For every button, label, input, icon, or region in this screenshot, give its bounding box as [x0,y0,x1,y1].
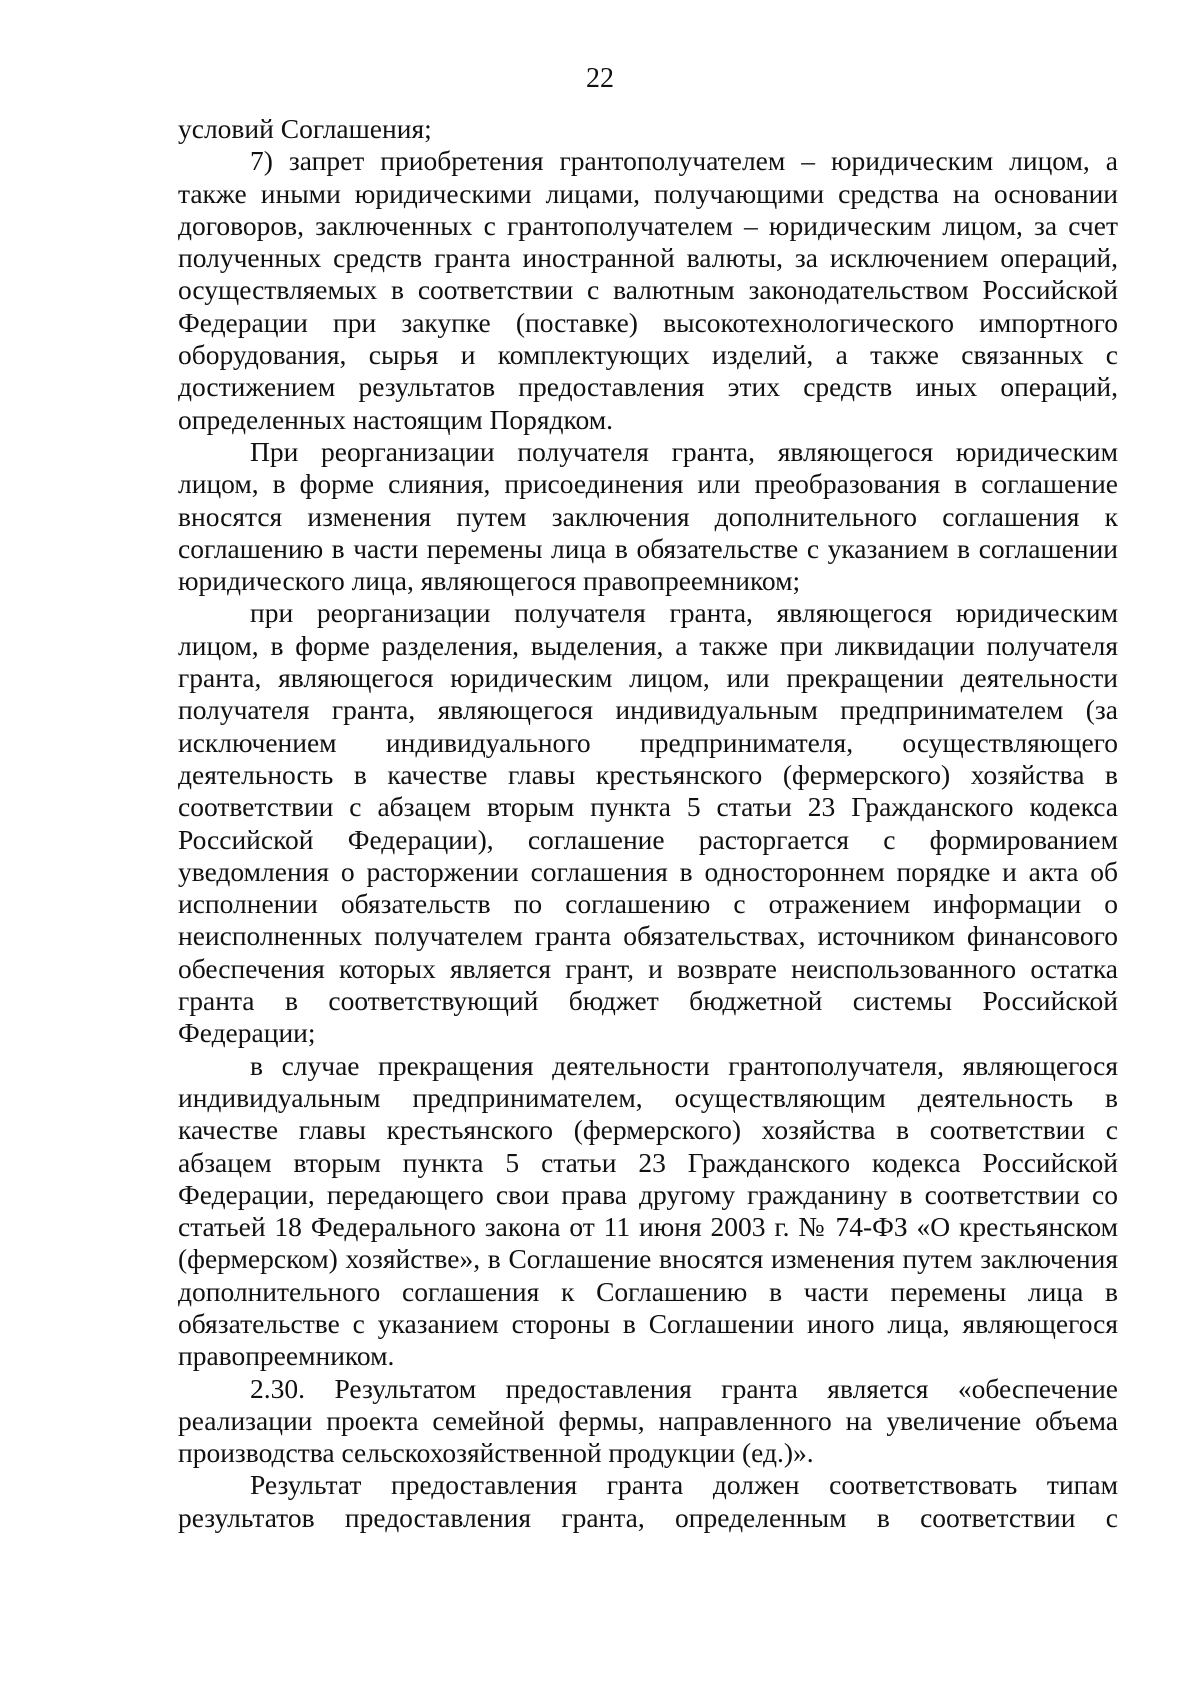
paragraph-result-types: Результат предоставления гранта должен соответствовать типам результатов предоставления гранта, определенным в соответствии с [178,1469,1118,1533]
page-number: 22 [586,63,614,94]
paragraph-continuation: условий Соглашения; [178,113,432,144]
document-body [178,113,1118,1534]
paragraph-item-7: 7) запрет приобретения грантополучателем – юридическим лицом, а также иными юридическими лицами, получающими средства на основании договоров, заключенных с грантополучателем – юридическим лицом, за счет полученных средств гранта иностранной валюты, за исключением операций, осуществляемых в соответствии с валютным законодательством Российской Федерации при закупке (поставке) высокотехнологического импортного оборудования, сырья и комплектующих изделий, а также связанных с достижением результатов предоставления этих средств иных операций, определенных настоящим Порядком. [178,145,1118,435]
paragraph-reorganization-merger: При реорганизации получателя гранта, являющегося юридическим лицом, в форме слияния, присоединения или преобразования в соглашение вносятся изменения путем заключения дополнительного соглашения к соглашению в части перемены лица в обязательстве с указанием в соглашении юридического лица, являющегося правопреемником; [178,435,1118,597]
paragraph-farm-termination: в случае прекращения деятельности грантополучателя, являющегося индивидуальным предпринимателем, осуществляющим деятельность в качестве главы крестьянского (фермерского) хозяйства в соответствии с абзацем вторым пункта 5 статьи 23 Гражданского кодекса Российской Федерации, передающего свои права другому гражданину в соответствии со статьей 18 Федерального закона от 11 июня 2003 г. № 74-ФЗ «О крестьянском (фермерском) хозяйстве», в Соглашение вносятся изменения путем заключения дополнительного соглашения к Соглашению в части перемены лица в обязательстве с указанием стороны в Соглашении иного лица, являющегося правопреемником. [178,1049,1118,1372]
paragraph-reorganization-division: при реорганизации получателя гранта, являющегося юридическим лицом, в форме разделения, выделения, а также при ликвидации получателя гранта, являющегося юридическим лицом, или прекращении деятельности получателя гранта, являющегося индивидуальным предпринимателем (за исключением индивидуального предпринимателя, осуществляющего деятельность в качестве главы крестьянского (фермерского) хозяйства в соответствии с абзацем вторым пункта 5 статьи 23 Гражданского кодекса Российской Федерации), соглашение расторгается с формированием уведомления о расторжении соглашения в одностороннем порядке и акта об исполнении обязательств по соглашению с отражением информации о неисполненных получателем гранта обязательствах, источником финансового обеспечения которых является грант, и возврате неиспользованного остатка гранта в соответствующий бюджет бюджетной системы Российской Федерации; [178,597,1118,1049]
paragraph-clause-2-30: 2.30. Результатом предоставления гранта является «обеспечение реализации проекта семейной фермы, направленного на увеличение объема производства сельскохозяйственной продукции (ед.)». [178,1372,1118,1469]
